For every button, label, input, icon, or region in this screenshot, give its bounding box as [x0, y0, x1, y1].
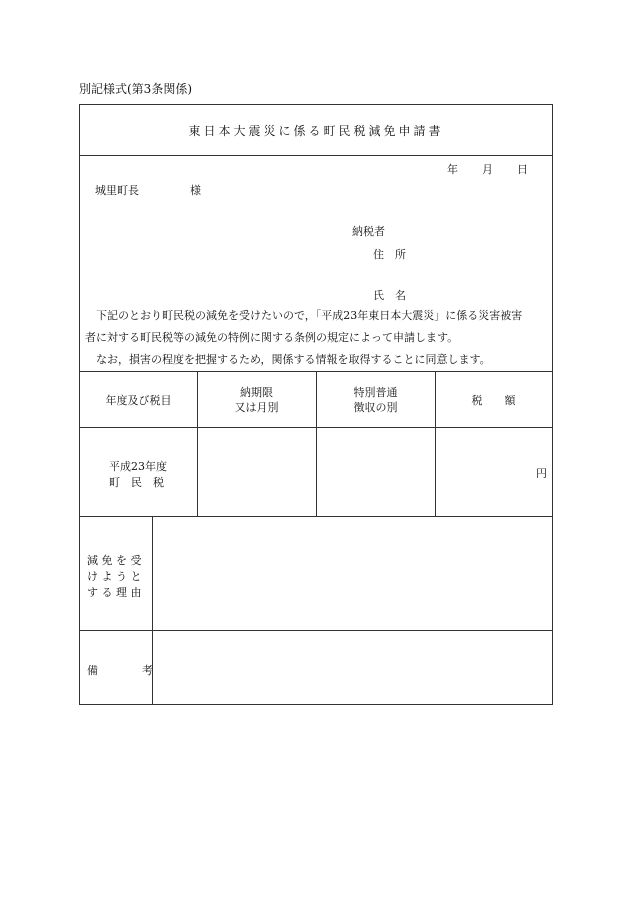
reason-label-line2: け よ う と	[87, 570, 142, 583]
header-tax-amount: 税 額	[471, 394, 516, 407]
divider	[80, 630, 552, 631]
row-tax-name: 町 民 税	[109, 476, 164, 489]
date-day: 日	[517, 163, 528, 176]
reason-label-line1: 減 免 を 受	[87, 554, 142, 567]
address-label: 住 所	[373, 248, 406, 261]
remarks-label: 備 考	[87, 664, 153, 677]
divider	[80, 155, 552, 156]
form-label: 別記様式(第3条関係)	[79, 82, 192, 96]
form-title: 東日本大震災に係る町民税減免申請書	[188, 124, 444, 138]
header-year-tax: 年度及び税目	[105, 394, 172, 407]
application-form	[79, 104, 553, 705]
reason-label-line3: す る 理 由	[87, 586, 142, 599]
row-fiscal-year: 平成23年度	[109, 460, 167, 473]
date-month: 月	[482, 163, 493, 176]
name-label: 氏 名	[373, 289, 406, 302]
body-text-line-1: 下記のとおり町民税の減免を受けたいので，「平成23年東日本大震災」に係る災害被害	[96, 309, 523, 322]
header-collection-line1: 特別普通	[353, 386, 398, 399]
divider	[80, 516, 552, 517]
header-due-date-line1: 納期限	[240, 386, 273, 399]
body-text-line-3: なお，損害の程度を把握するため，関係する情報を取得することに同意します。	[96, 353, 491, 366]
date-year: 年	[447, 163, 458, 176]
row-amount-unit: 円	[536, 467, 547, 480]
taxpayer-label: 納税者	[352, 225, 385, 238]
addressee-name: 城里町長	[95, 184, 139, 197]
body-text-line-2: 者に対する町民税等の減免の特例に関する条例の規定によって申請します。	[85, 331, 459, 344]
header-collection-line2: 徴収の別	[353, 401, 398, 414]
addressee-honorific: 様	[190, 184, 201, 197]
header-due-date-line2: 又は月別	[234, 401, 279, 414]
